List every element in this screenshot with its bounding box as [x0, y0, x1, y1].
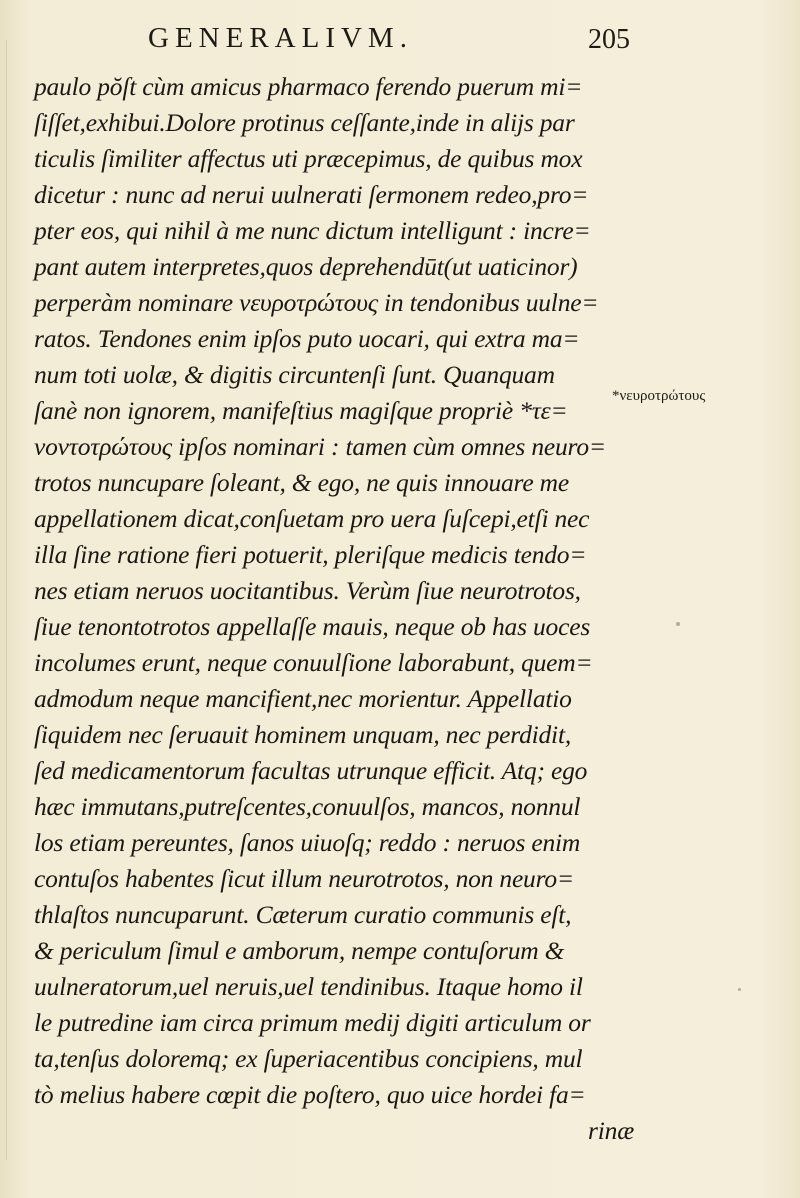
text-line: pant autem interpretes,quos deprehendūt(ut uaticinor) — [34, 252, 578, 281]
paper-speck — [738, 988, 741, 991]
text-line: trotos nuncupare ſoleant, & ego, ne quis innouare me — [34, 468, 569, 497]
text-line: ſiſſet,exhibui.Dolore protinus ceſſante,inde in alijs par — [34, 108, 575, 137]
page-edge — [6, 40, 7, 1160]
text-line: ticulis ſimiliter affectus uti præcepimus, de quibus mox — [34, 144, 583, 173]
text-line: num toti uolæ, & digitis circuntenſi ſunt. Quanquam — [34, 360, 555, 389]
text-line: le putredine iam circa primum medij digiti articulum or — [34, 1008, 591, 1037]
text-line: illa ſine ratione fieri potuerit, pleriſque medicis tendo= — [34, 540, 587, 569]
text-line: hæc immutans,putreſcentes,conuulſos, mancos, nonnul — [34, 792, 581, 821]
text-line: ratos. Tendones enim ipſos puto uocari, qui extra ma= — [34, 324, 580, 353]
text-line: perperàm nominare νευροτρώτους in tendonibus uulne= — [34, 288, 599, 317]
running-title: GENERALIVM. — [148, 22, 413, 54]
catchword: rinæ — [588, 1116, 634, 1145]
text-line: thlaſtos nuncuparunt. Cæterum curatio communis eſt, — [34, 900, 572, 929]
page-number: 205 — [588, 24, 630, 55]
text-line: admodum neque mancifient,nec morientur. Appellatio — [34, 684, 572, 713]
text-line: appellationem dicat,conſuetam pro uera ſuſcepi,etſi nec — [34, 504, 590, 533]
text-line: los etiam pereuntes, ſanos uiuoſq; reddo : neruos enim — [34, 828, 581, 857]
text-line: ſanè non ignorem, manifeſtius magiſque propriè *τε= — [34, 396, 568, 425]
text-line: paulo pŏſt cùm amicus pharmaco ferendo puerum mi= — [34, 72, 583, 101]
text-line: ſiquidem nec ſeruauit hominem unquam, nec perdidit, — [34, 720, 572, 749]
text-line: tò melius habere cœpit die poſtero, quo uice hordei fa= — [34, 1080, 586, 1109]
text-line: contuſos habentes ſicut illum neurotrotos, non neuro= — [34, 864, 574, 893]
text-line: uulneratorum,uel neruis,uel tendinibus. Itaque homo il — [34, 972, 583, 1001]
text-line: dicetur : nunc ad nerui uulnerati ſermonem redeo,pro= — [34, 180, 589, 209]
text-line: incolumes erunt, neque conuulſione laborabunt, quem= — [34, 648, 593, 677]
paper-speck — [676, 622, 680, 626]
text-line: nes etiam neruos uocitantibus. Verùm ſiue neurotrotos, — [34, 576, 581, 605]
text-line: ſed medicamentorum facultas utrunque efficit. Atq; ego — [34, 756, 588, 785]
marginal-note: *νευροτρώτους — [612, 388, 706, 404]
text-line: pter eos, qui nihil à me nunc dictum intelligunt : incre= — [34, 216, 591, 245]
text-line: & periculum ſimul e amborum, nempe contuſorum & — [34, 936, 565, 965]
text-line: ta,tenſus doloremq; ex ſuperiacentibus concipiens, mul — [34, 1044, 583, 1073]
text-line: ſiue tenontotrotos appellaſſe mauis, neque ob has uoces — [34, 612, 591, 641]
text-line: νοντοτρώτους ipſos nominari : tamen cùm omnes neuro= — [34, 432, 606, 461]
